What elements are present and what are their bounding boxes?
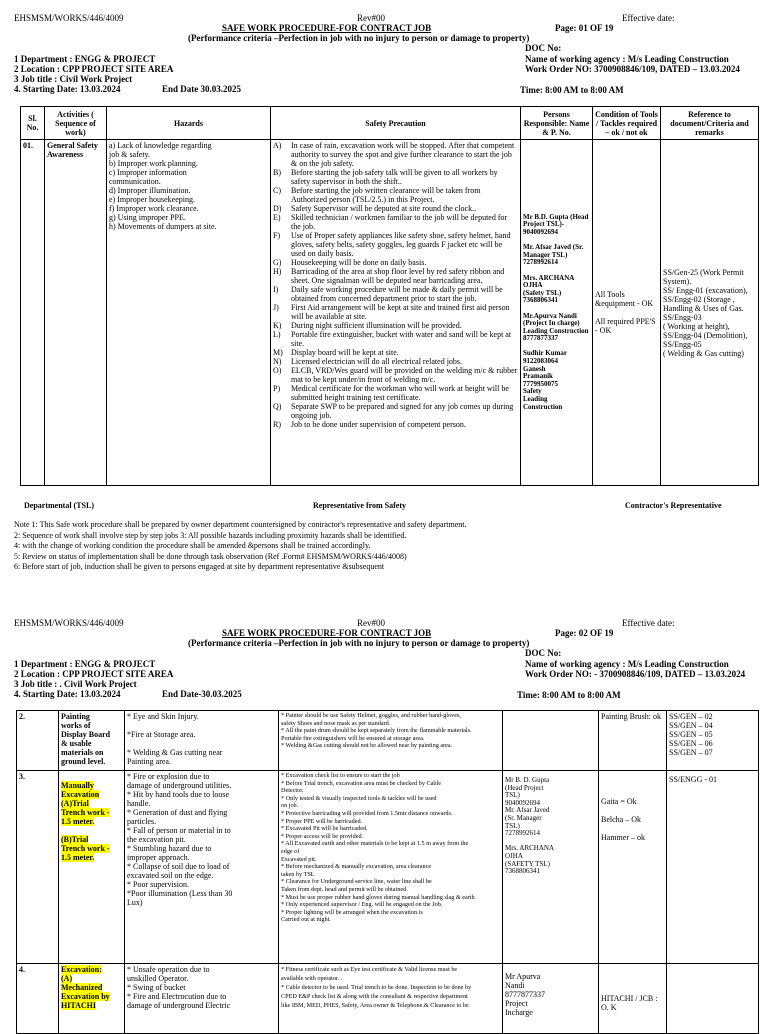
list-item: available with operator. . (281, 975, 343, 982)
precaution-item (273, 141, 518, 168)
precaution-key: E) (273, 213, 281, 222)
list-item: damage of underground utilities. (127, 781, 232, 790)
list-item: 7368806341 (505, 867, 540, 876)
effective-date: Effective date: (622, 13, 675, 23)
work-order: Work Order NO: 3700908846/109, DATED – 13.03.2024 (525, 64, 740, 74)
list-item: Mr B.D. Gupta (Head Project TSL)- (523, 212, 589, 229)
precaution-item (273, 204, 518, 213)
row-tools-condition (599, 964, 667, 1034)
list-item: Pramanik (523, 372, 553, 381)
note-line: Note 1: This Safe work procedure shall be prepared by owner department countersigned by contractor's representative and safety department. (14, 520, 467, 529)
list-item: SS/Engg-05 (663, 339, 702, 349)
row-sl-no: 4. (17, 964, 59, 1034)
precaution-key: J) (273, 303, 279, 312)
precaution-item (273, 303, 518, 321)
list-item: CPED E&P check list & along with the consultant & respective department (281, 993, 468, 1000)
precaution-key: F) (273, 231, 281, 240)
list-item: SS/Gen-25 (Work Permit System). (663, 267, 744, 286)
doc-ref: EHSMSM/WORKS/446/4009 (14, 13, 124, 23)
list-item: b) Improper work planning. (109, 159, 198, 168)
list-item: * All the paint drum should be kept separately from the flammable materials. (281, 727, 472, 735)
row-persons-responsible (503, 771, 599, 964)
row-persons-responsible (503, 964, 599, 1034)
precaution-text: Display board will be kept at site. (291, 348, 399, 357)
list-item: Mechanized (61, 983, 103, 992)
list-item: Construction (523, 402, 563, 411)
list-item: Excavation by (61, 992, 110, 1001)
list-item: Excavated pit. (281, 855, 317, 863)
list-item: communication. (109, 177, 161, 186)
list-item: Detector. (281, 787, 304, 795)
list-item: * Clearance for Underground service line, water line shall be (281, 878, 432, 886)
procedure-table-page-1 (20, 106, 759, 486)
list-item: O. K (601, 1003, 617, 1012)
list-item: Mr. Afsar Javed (Sr. Manager TSL) (523, 243, 584, 259)
precaution-key: R) (273, 420, 281, 429)
list-item: * All Excavated earth and other materials to be kept at 1.5 m away from the (281, 840, 469, 848)
list-item: * Unsafe operation due to (127, 965, 210, 974)
list-item: Hammer – ok (601, 833, 645, 842)
row-hazards (125, 771, 279, 964)
precaution-key: N) (273, 357, 282, 366)
list-item (61, 826, 122, 835)
list-item: (Sr. Manager (505, 813, 542, 822)
list-item: HITACHI (61, 1001, 96, 1010)
precaution-key: H) (273, 267, 282, 276)
list-item: (SAFETY TSL) (505, 859, 550, 868)
row-hazards (125, 964, 279, 1034)
row-safety-precautions (279, 964, 503, 1034)
precaution-key: C) (273, 186, 281, 195)
list-item: Trench work - (61, 844, 110, 853)
table-row (17, 711, 759, 771)
precaution-item (273, 168, 518, 186)
row-activity (59, 711, 125, 771)
note-line: 5: Review on status of implementation shall be done through task observation (Ref .Form# EHSMSM/WORKS/446/4008) (14, 551, 407, 561)
list-item: particles. (127, 817, 157, 826)
precaution-key: K) (273, 321, 282, 330)
list-item: 1.5 meter. (61, 817, 95, 826)
starting-date: 4. Starting Date: 13.03.2024 (14, 84, 121, 94)
precaution-key: G) (273, 258, 282, 267)
list-item: Display Board (61, 730, 111, 739)
list-item: g) Using improper PPE. (109, 213, 186, 222)
work-time: Time: 8:00 AM to 8:00 AM (517, 690, 621, 700)
list-item: e) Improper housekeeping. (109, 195, 195, 204)
list-item: unskilled Operator. (127, 974, 189, 983)
list-item (601, 824, 664, 833)
list-item: Excavation (61, 790, 100, 799)
list-item: the excavation pit. (127, 835, 186, 844)
list-item: improper approach. (127, 853, 190, 862)
list-item: edge of (281, 847, 300, 855)
list-item: like IBM, MED, PHES, Safety, Area owner & Telephone.& Clearance to be (281, 1002, 469, 1009)
precaution-text: Before starting the job safety talk will be given to all workers by safety supervisor in both the shift.. (291, 168, 498, 186)
row-safety-precautions (279, 771, 503, 964)
list-item: Nandi (505, 981, 525, 990)
end-date: End Date-30.03.2025 (162, 689, 242, 699)
list-item: (Safety TSL) (523, 288, 562, 297)
page-number: Page: 01 OF 19 (555, 23, 614, 33)
list-item: ground level. (61, 757, 106, 766)
list-item: Mr B. D. Gupta (505, 776, 550, 784)
list-item: * Proper access will be provided. (281, 832, 364, 840)
list-item: Manually (61, 781, 94, 790)
precaution-item (273, 420, 518, 429)
location: 2 Location : CPP PROJECT SITE AREA (14, 669, 174, 679)
list-item: Painting (61, 712, 90, 721)
list-item: OJHA (505, 851, 523, 860)
effective-date: Effective date: (622, 618, 675, 628)
precaution-text: Portable fire extinguisher, bucket with water and sand will be kept at site. (291, 330, 512, 348)
list-item: damage of underground Electric (127, 1001, 231, 1010)
location: 2 Location : CPP PROJECT SITE AREA (14, 64, 174, 74)
row-persons-responsible (503, 711, 599, 771)
list-item (127, 721, 276, 730)
department: 1 Department : ENGG & PROJECT (14, 54, 156, 64)
doc-no: DOC No: (525, 43, 562, 53)
list-item: SS/GEN – 04 (669, 721, 713, 730)
list-item: c) Improper information (109, 168, 187, 177)
precaution-item (273, 402, 518, 420)
doc-no: DOC No: (525, 648, 562, 658)
list-item: Trench work - (61, 808, 110, 817)
precaution-key: D) (273, 204, 282, 213)
list-item: Sudhir Kumar (523, 349, 568, 358)
list-item: * Only tested & visually inspected tools & tackles will be used (281, 794, 437, 802)
list-item: TSL) (505, 791, 520, 800)
list-item: SS/GEN – 06 (669, 739, 713, 748)
list-item: 7779950075 (523, 379, 558, 388)
list-item: SS/GEN – 02 (669, 712, 713, 721)
table-row (17, 771, 759, 964)
row-activity: General Safety Awareness (45, 140, 107, 486)
list-item: * Fall of person or material in to (127, 826, 231, 835)
precaution-key: O) (273, 366, 282, 375)
row-activity (59, 771, 125, 964)
precaution-item (273, 348, 518, 357)
list-item: Mr Apurva (505, 972, 541, 981)
list-item: f) Improper work clearance. (109, 204, 199, 213)
page-subtitle: (Performance criteria –Perfection in job with no injury to person or damage to property) (188, 33, 530, 43)
precaution-text: Barricading of the area at shop floor level by red safety ribbon and sheet. One signalman will be deputed near barricading area. (291, 267, 505, 285)
list-item: Belcha – Ok (601, 815, 641, 824)
list-item: Mrs. ARCHANA OJHA (523, 273, 574, 290)
row-safety-precautions (279, 711, 503, 771)
list-item: ( Working at height), SS/Engg-04 (Demolition), (663, 321, 748, 340)
work-order: Work Order NO: - 3700908846/109, DATED – 13.03.2024 (525, 669, 746, 679)
note-line: 2: Sequence of work shall involve step by step jobs 3: All possible hazards including proximity hazards shall be identified. (14, 530, 407, 540)
list-item: * Before Trial trench, excavation area must be checked by Cable (281, 779, 441, 787)
list-item: * Poor supervision. (127, 880, 189, 889)
precaution-item (273, 384, 518, 402)
list-item: Taken from dept. head and permit will be obtained. (281, 885, 408, 893)
list-item: Mr.Apurva Nandi (Project In charge) (523, 311, 580, 328)
precaution-item (273, 285, 518, 303)
list-item: Painting Brush: ok (601, 712, 662, 721)
precaution-key: A) (273, 141, 282, 150)
revision: Rev#00 (357, 13, 385, 23)
precaution-key: M) (273, 348, 283, 357)
precaution-item (273, 321, 518, 330)
precaution-text: In case of rain, excavation work will be stopped. After that competent authority to survey the spot and give further clearance to start the job & on the job safety. (291, 141, 515, 168)
sign-departmental: Departmental (TSL) (24, 501, 94, 510)
precaution-item (273, 231, 518, 258)
list-item: 7368806341 (523, 296, 558, 305)
row-tools-condition (599, 771, 667, 964)
list-item: (Head Project (505, 783, 544, 792)
list-item: Project (505, 999, 528, 1008)
precaution-text: Job to be done under supervision of competent person. (291, 420, 466, 429)
page-title: SAFE WORK PROCEDURE-FOR CONTRACT JOB (222, 23, 432, 33)
header-hazards: Hazards (107, 107, 271, 140)
notes-block (14, 520, 466, 573)
page-number: Page: 02 OF 19 (555, 628, 614, 638)
list-item: works of (61, 721, 91, 730)
list-item: Safety (523, 387, 542, 396)
list-item: * Generation of dust and flying (127, 808, 228, 817)
list-item: Mrs. ARCHANA (505, 844, 555, 853)
precaution-text: Daily safe working procedure will be made & daily permit will be obtained from concerned department prior to start the job. (291, 285, 503, 303)
list-item: Carried out at night. (281, 916, 331, 924)
list-item: Incharge (505, 1008, 533, 1017)
precaution-item (273, 213, 518, 231)
list-item: * Welding &Gas cutting should not be allowed near by painting area. (281, 742, 453, 750)
list-item: (B)Trial (61, 835, 89, 844)
precaution-item (273, 357, 518, 366)
sign-contractor-representative: Contractor's Representative (625, 501, 722, 510)
list-item: excavated soil on the edge. (127, 871, 214, 880)
work-time: Time: 8:00 AM to 8:00 AM (520, 85, 624, 95)
precaution-item (273, 366, 518, 384)
list-item: * Welding & Gas cutting near (127, 748, 223, 757)
list-item: Lux) (127, 898, 143, 907)
header-activities: Activities ( Sequence of work) (45, 107, 107, 140)
list-item: ( Welding & Gas cutting) (663, 348, 744, 358)
working-agency: Name of working agency : M/s Leading Construction (525, 54, 729, 64)
list-item: All required PPE'S - OK (595, 317, 656, 335)
list-item: * Eye and Skin Injury. (127, 712, 199, 721)
row-reference (667, 711, 759, 771)
list-item: * Only experienced supervisor / Eng. will be engaged on the Job. (281, 901, 443, 909)
row-hazards (125, 711, 279, 771)
row-safety-precautions (271, 140, 521, 486)
list-item: SS/GEN – 05 (669, 730, 713, 739)
list-item: 9040092694 (523, 227, 558, 236)
list-item: * Cable detector to be used. Trial trench to be done. Inspection to be done by (281, 984, 472, 991)
list-item: 9040092694 (505, 798, 540, 807)
precaution-text: First Aid arrangement will be kept at site and trained first aid person will be available at site. (291, 303, 510, 321)
list-item: TSL) (505, 821, 520, 830)
list-item: 8777877337 (523, 334, 558, 343)
list-item: Gaita = Ok (601, 797, 637, 806)
list-item: safety Shoes and nose mask as per standard. (281, 719, 391, 727)
row-persons-responsible (521, 140, 593, 486)
precaution-key: I) (273, 285, 279, 294)
precaution-text: Safety Supervisor will be deputed at site round the clock.. (291, 204, 477, 213)
precaution-text: Before starting the job written clearance will be taken from Authorized person (TSL/2.5.) in this Project. (291, 186, 481, 204)
list-item: * Swing of bucket (127, 983, 186, 992)
list-item: job & safety. (109, 150, 151, 159)
list-item: & usable (61, 739, 92, 748)
list-item: Ganesh (523, 364, 546, 373)
starting-date: 4. Starting Date: 13.03.2024 (14, 689, 121, 699)
list-item: * Excavation check list to ensure to start the job (281, 772, 400, 779)
list-item: a) Lack of knowledge regarding (109, 141, 212, 150)
precaution-text: Housekeeping will be done on daily basis. (291, 258, 427, 267)
job-title: 3 Job title : Civil Work Project (14, 74, 133, 84)
precaution-text: Separate SWP to be prepared and signed for any job comes up during ongoing job. (291, 402, 514, 420)
header-persons-responsible: Persons Responsible: Name & P. No. (521, 107, 593, 140)
list-item: * Stumbling hazard due to (127, 844, 212, 853)
list-item: Leading (523, 395, 548, 404)
precaution-text: Medical certificate for the workman who will work at height will be submitted height training test certificate. (291, 384, 509, 402)
list-item: * Proper lighting will be arranged when the excavation is (281, 908, 423, 916)
list-item: SS/ Engg-01 (excavation), (663, 285, 748, 295)
procedure-table-page-2 (16, 710, 759, 1034)
list-item: Mr. Afsar Javed (505, 806, 550, 815)
precaution-item (273, 330, 518, 348)
list-item: handle. (127, 799, 151, 808)
list-item: * Before mechanized & manually excavation, area clearance (281, 863, 432, 871)
precaution-key: L) (273, 330, 281, 339)
revision: Rev#00 (357, 618, 385, 628)
row-activity (59, 964, 125, 1034)
list-item: d) Improper illumination. (109, 186, 191, 195)
page-title: SAFE WORK PROCEDURE-FOR CONTRACT JOB (222, 628, 432, 638)
list-item: SS/GEN – 07 (669, 748, 713, 757)
list-item: materials on (61, 748, 104, 757)
header-safety-precaution: Safety Precaution (271, 107, 521, 140)
list-item: 8777877337 (505, 990, 545, 999)
precaution-text: During night sufficient illumination will be provided. (291, 321, 462, 330)
row-sl-no: 2. (17, 711, 59, 771)
precaution-key: B) (273, 168, 281, 177)
note-line: 4: with the change of working condition the procedure shall be amended &persons shall be trained accordingly. (14, 541, 371, 550)
precaution-text: Use of Proper safety appliances like safety shoe, safety helmet, hand gloves, safety belts, safety goggles, leg guards F jacket etc will be used on daily basis. (291, 231, 511, 258)
list-item: 9122083064 (523, 357, 558, 366)
list-item: * Excavated Pit will be barricaded. (281, 825, 368, 833)
precaution-text: ELCB, VRD/Wes guard will be provided on the welding m/c & rubber mat to be kept under/in front of welding m/c. (291, 366, 518, 384)
list-item: (A) (61, 974, 73, 983)
row-reference (661, 140, 759, 486)
list-item: * Collapse of soil due to load of (127, 862, 230, 871)
precaution-key: Q) (273, 402, 282, 411)
list-item: *Poor illumination (Less than 30 (127, 889, 233, 898)
list-item: Leading Construction (523, 326, 589, 335)
list-item: (A)Trial (61, 799, 89, 808)
table-row (17, 964, 759, 1034)
header-reference: Reference to document/Criteria and remarks (661, 107, 759, 140)
department: 1 Department : ENGG & PROJECT (14, 659, 156, 669)
list-item: * Proper PPE will be barricaded. (281, 817, 363, 825)
list-item (601, 806, 664, 815)
sign-safety-representative: Representative from Safety (313, 501, 407, 510)
precaution-item (273, 267, 518, 285)
list-item: Excavation: (61, 965, 102, 974)
precaution-item (273, 258, 518, 267)
list-item: * Must be use proper rubber hand gloves during manual handling slag & earth (281, 893, 475, 901)
job-title: 3 Job title : . Civil Work Project (14, 679, 137, 689)
list-item: SS/Engg-03 (663, 312, 702, 322)
list-item: taken by TSL (281, 870, 315, 878)
header-condition-of-tools: Condition of Tools / Tackles required – ok / not ok (593, 107, 661, 140)
list-item: * Fire and Electrocution due to (127, 992, 227, 1001)
list-item: * Fire or explosion due to (127, 772, 210, 781)
row-sl-no: 3. (17, 771, 59, 964)
precaution-key: P) (273, 384, 281, 393)
note-line: 6: Before start of job, induction shall be given to persons engaged at site by department representative &subsequent (14, 562, 385, 571)
list-item: * Hit by hand tools due to loose (127, 790, 229, 799)
list-item: *Fire at Storage area. (127, 730, 196, 739)
row-tools-condition (599, 711, 667, 771)
list-item: 1.5 meter. (61, 853, 95, 862)
row-hazards (107, 140, 271, 486)
list-item: All Tools &equipment - OK (595, 290, 654, 308)
page-2 (0, 605, 768, 1024)
list-item: HITACHI / JCB : (601, 994, 658, 1003)
list-item (127, 739, 276, 748)
precaution-text: Skilled technician / workmen familiar to the job will be deputed for the job. (291, 213, 508, 231)
list-item: 7278992614 (505, 829, 540, 838)
row-sl-no: 01. (21, 140, 45, 486)
page-subtitle: (Performance criteria –Perfection in job with no injury to person or damage to property) (188, 638, 530, 648)
list-item: on job. (281, 802, 299, 810)
working-agency: Name of working agency : M/s Leading Construction (525, 659, 729, 669)
list-item: SS/Engg-02 (Storage , Handling & Uses of Gas. (663, 294, 744, 313)
precaution-item (273, 186, 518, 204)
list-item: * Fitness certificate such as Eye test certificate & Valid license must be (281, 966, 458, 973)
list-item (595, 308, 658, 317)
doc-ref: EHSMSM/WORKS/446/4009 (14, 618, 124, 628)
list-item: Portable fire extinguishers will be ensured at storage area. (281, 734, 425, 742)
list-item: 7278992614 (523, 258, 558, 267)
row-tools-condition (593, 140, 661, 486)
list-item: h) Movements of dumpers at site. (109, 222, 217, 231)
list-item: SS/ENGG - 01 (669, 775, 718, 784)
list-item: * Protective barricading will provided from 1.5mtr distance onwards. (281, 809, 453, 817)
list-item: * Painter should be use Safety Helmet, goggles, and rubber hand-gloves, (281, 712, 461, 719)
header-sl-no: Sl. No. (21, 107, 45, 140)
row-reference (667, 771, 759, 964)
row-reference (667, 964, 759, 1034)
precaution-text: Licensed electrician will do all electrical related jobs. (291, 357, 463, 366)
list-item: Painting area. (127, 757, 171, 766)
end-date: End Date 30.03.2025 (162, 84, 242, 94)
